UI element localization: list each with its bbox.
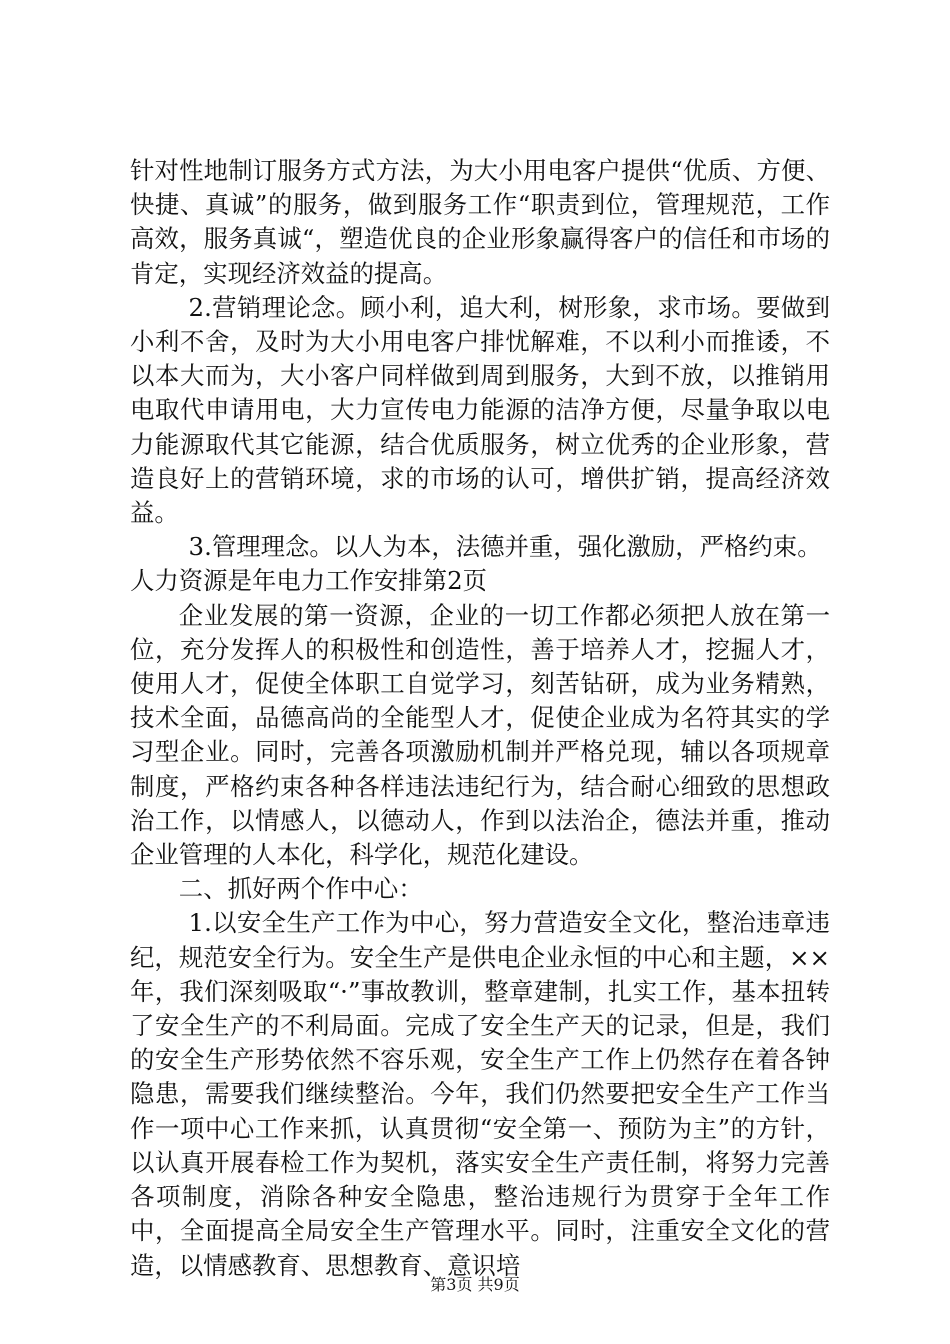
page-footer: 第3页 共9页 — [430, 1275, 520, 1294]
section-heading-two-centers: 二、抓好两个作中心： — [178, 874, 423, 904]
paragraph-safety-production: 1.以安全生产工作为中心，努力营造安全文化，整治违章违纪，规范安全行为。安全生产是供电企业永恒的中心和主题，××年，我们深刻吸取“·”事故教训，整章建制，扎实工作，基本扭转了安全生产的不利局面。完成了安全生产天的记录，但是，我们的安全生产形势依然不容乐观，安全生产工作上仍然存在着各钟隐患，需要我们继续整治。今年，我们仍然要把安全生产工作当作一项中心工作来抓，认真贯彻“安全第一、预防为主”的方针，以认真开展春检工作为契机，落实安全生产责任制，将努力完善各项制度，消除各种安全隐患，整治违规行为贯穿于全年工作中，全面提高全局安全生产管理水平。同时，注重安全文化的营造，以情感教育、思想教育、意识培 — [130, 908, 830, 1280]
paragraph-marketing-concept: 2.营销理论念。顾小利，追大利，树形象，求市场。要做到小利不舍，及时为大小用电客户排忧解难，不以利小而推诿，不以本大而为，大小客户同样做到周到服务，大到不放，以推销用电取代申请用电，大力宣传电力能源的洁净方便，尽量争取以电力能源取代其它能源，结合优质服务，树立优秀的企业形象，营造良好上的营销环境，求的市场的认可，增供扩销，提高经济效益。 — [130, 292, 830, 528]
paragraph-hr-header: 人力资源是年电力工作安排第2页 — [130, 566, 487, 596]
paragraph-hr-body: 企业发展的第一资源，企业的一切工作都必须把人放在第一位，充分发挥人的积极性和创造性，善于培养人才，挖掘人才，使用人才，促使全体职工自觉学习，刻苦钻研，成为业务精熟，技术全面，品德高尚的全能型人才，促使企业成为名符其实的学习型企业。同时，完善各项激励机制并严格兑现，辅以各项规章制度，严格约束各种各样违法违纪行为，结合耐心细致的思想政治工作，以情感人，以德动人，作到以法治企，德法并重，推动企业管理的人本化，科学化，规范化建设。 — [130, 600, 830, 870]
paragraph-service-intro: 针对性地制订服务方式方法，为大小用电客户提供“优质、方便、快捷、真诚”的服务，做到服务工作“职责到位，管理规范，工作高效，服务真诚“，塑造优良的企业形象赢得客户的信任和市场的肯定，实现经济效益的提高。 — [130, 156, 830, 288]
paragraph-management-concept: 3.管理理念。以人为本，法德并重，强化激励，严格约束。 — [188, 532, 822, 562]
document-body — [130, 154, 830, 1283]
